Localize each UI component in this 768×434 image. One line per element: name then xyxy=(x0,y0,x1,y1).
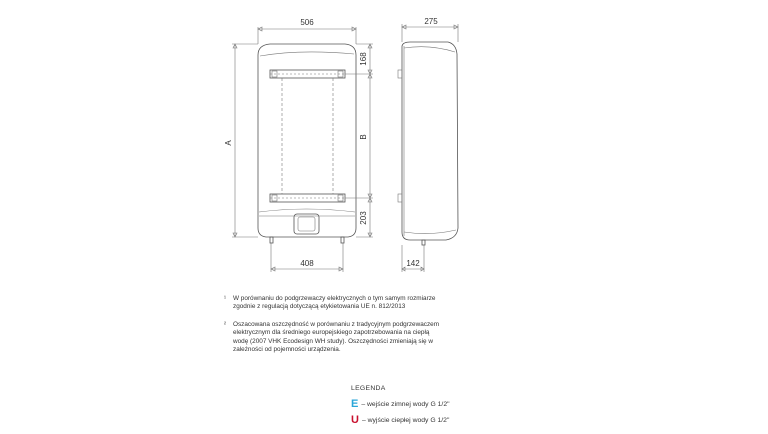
legend-text-e: – wejście zimnej wody G 1/2" xyxy=(361,401,450,408)
legend-item-cold-water xyxy=(351,398,450,410)
note-2-line-2: elektrycznym dla średniego europejskiego zapotrzebowania na ciepłą xyxy=(233,329,430,337)
legend-item-hot-water xyxy=(351,414,449,426)
note-1-line-1: W porównaniu do podgrzewaczy elektrycznych o tym samym rozmiarze xyxy=(233,295,436,302)
front-view xyxy=(258,44,356,243)
note-2 xyxy=(224,321,440,355)
legend-letter-e: E xyxy=(351,398,359,410)
dim-pipe-wall-distance: 142 xyxy=(406,259,420,268)
legend-letter-u: U xyxy=(351,414,359,426)
dim-width-front: 506 xyxy=(300,18,314,27)
dim-bottom-to-bracket: 203 xyxy=(359,211,368,225)
dim-pipe-spacing: 408 xyxy=(300,259,314,268)
side-view xyxy=(398,42,458,245)
legend-title: LEGENDA xyxy=(351,385,386,392)
dim-bracket-spacing: B xyxy=(359,134,368,140)
dim-depth-side: 275 xyxy=(424,17,438,26)
note-2-line-1: Oszacowana oszczędność w porównaniu z tradycyjnym podgrzewaczem xyxy=(233,321,440,328)
note-1-mark: ¹ xyxy=(224,296,226,302)
dim-top-to-bracket: 168 xyxy=(359,52,368,66)
note-2-line-4: zależności od pojemności urządzenia. xyxy=(233,346,341,354)
legend-text-u: – wyjście ciepłej wody G 1/2" xyxy=(361,417,450,424)
note-1 xyxy=(224,295,436,312)
note-2-mark: ² xyxy=(224,322,226,328)
dim-total-height: A xyxy=(224,140,233,146)
note-2-line-3: wodę (2007 VHK Ecodesign WH study). Oszczędności zmieniają się w xyxy=(233,337,433,345)
note-1-line-2: zgodnie z regulacją dotyczącą etykietowania UE n. 812/2013 xyxy=(233,303,406,311)
